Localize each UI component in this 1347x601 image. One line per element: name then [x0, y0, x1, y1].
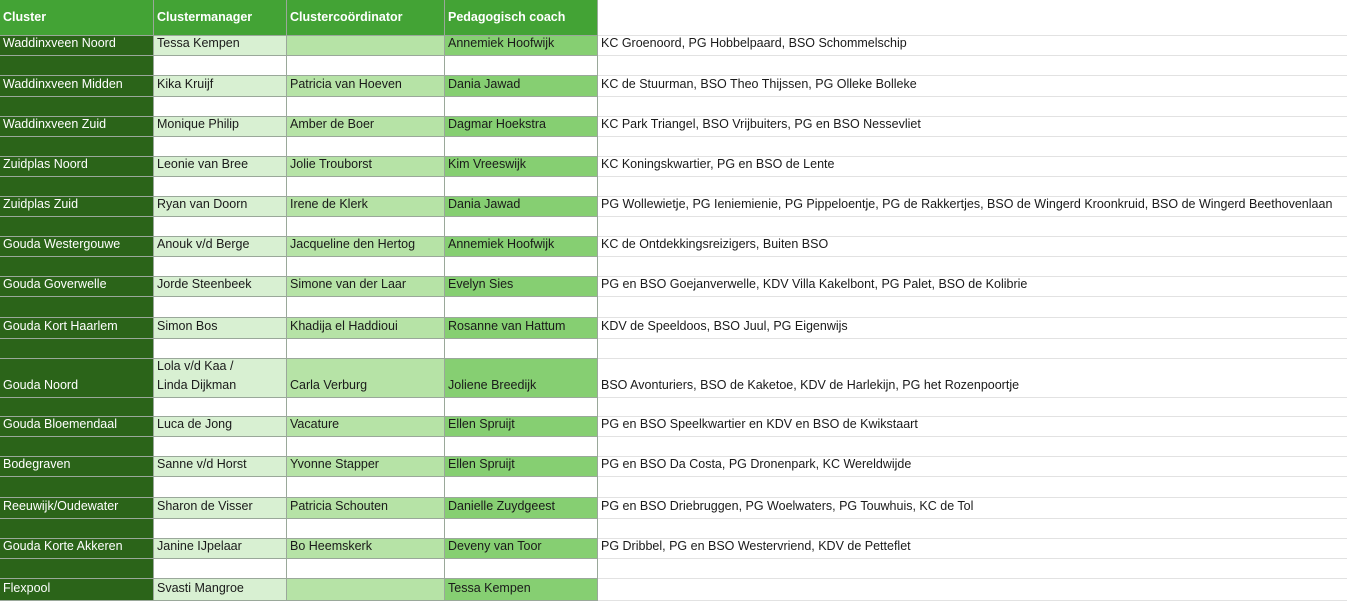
cell-cluster[interactable] — [0, 539, 154, 559]
cell-cluster[interactable] — [0, 457, 154, 477]
header-row — [0, 0, 1347, 36]
cell-pedagogisch-coach[interactable] — [445, 197, 598, 217]
table-row — [0, 36, 1347, 56]
cell-locations[interactable] — [598, 237, 1347, 257]
empty-cell[interactable] — [445, 297, 598, 318]
empty-cell[interactable] — [598, 519, 1347, 539]
cell-cluster[interactable] — [0, 117, 154, 137]
cell-cluster-text: Gouda Kort Haarlem — [3, 319, 118, 333]
empty-cell[interactable] — [0, 177, 154, 197]
cell-locations-text: PG en BSO Goejanverwelle, KDV Villa Kakelbont, PG Palet, BSO de Kolibrie — [601, 277, 1028, 291]
empty-cell[interactable] — [287, 97, 445, 117]
empty-cell[interactable] — [445, 257, 598, 277]
empty-cell[interactable] — [287, 519, 445, 539]
cell-cluster-text: Zuidplas Zuid — [3, 197, 79, 211]
cell-cluster[interactable] — [0, 498, 154, 519]
cell-clustermanager[interactable] — [154, 457, 287, 477]
table-row — [0, 237, 1347, 257]
spacer-row — [0, 56, 1347, 76]
cell-pedagogisch-coach[interactable] — [445, 36, 598, 56]
cell-locations-text: KDV de Speeldoos, BSO Juul, PG Eigenwijs — [601, 319, 848, 333]
empty-cell[interactable] — [287, 437, 445, 457]
cell-pedagogisch-coach-text: Joliene Breedijk — [448, 378, 537, 392]
spacer-row — [0, 477, 1347, 498]
spacer-row — [0, 559, 1347, 579]
cell-pedagogisch-coach[interactable] — [445, 359, 598, 398]
table-row — [0, 498, 1347, 519]
cell-clustercoordinator[interactable] — [287, 277, 445, 297]
empty-cell[interactable] — [287, 339, 445, 359]
empty-cell[interactable] — [0, 477, 154, 498]
cell-clustermanager-text: Jorde Steenbeek — [157, 277, 252, 291]
cell-cluster[interactable] — [0, 76, 154, 97]
spacer-row — [0, 177, 1347, 197]
cell-cluster[interactable] — [0, 359, 154, 398]
cell-locations-text: KC de Ontdekkingsreizigers, Buiten BSO — [601, 237, 829, 251]
cell-clustermanager[interactable] — [154, 157, 287, 177]
empty-cell[interactable] — [598, 56, 1347, 76]
cell-clustermanager-text: Sanne v/d Horst — [157, 457, 247, 471]
table-row — [0, 359, 1347, 398]
cell-cluster-text: Waddinxveen Zuid — [3, 117, 107, 131]
empty-cell[interactable] — [445, 97, 598, 117]
empty-cell[interactable] — [445, 519, 598, 539]
cell-clustercoordinator[interactable] — [287, 76, 445, 97]
cell-locations-text: KC Park Triangel, BSO Vrijbuiters, PG en BSO Nessevliet — [601, 117, 921, 131]
cell-clustercoordinator-text: Yvonne Stapper — [290, 457, 379, 471]
empty-cell[interactable] — [154, 559, 287, 579]
empty-cell[interactable] — [0, 97, 154, 117]
table-row — [0, 417, 1347, 437]
header-locations[interactable] — [598, 0, 1347, 36]
cell-pedagogisch-coach[interactable] — [445, 76, 598, 97]
cell-clustercoordinator[interactable] — [287, 318, 445, 339]
cell-cluster[interactable] — [0, 157, 154, 177]
empty-cell[interactable] — [154, 297, 287, 318]
empty-cell[interactable] — [0, 437, 154, 457]
empty-cell[interactable] — [598, 339, 1347, 359]
cell-locations[interactable] — [598, 417, 1347, 437]
spacer-row — [0, 297, 1347, 318]
cell-clustermanager[interactable] — [154, 277, 287, 297]
cell-clustercoordinator[interactable] — [287, 457, 445, 477]
cell-pedagogisch-coach-text: Ellen Spruijt — [448, 417, 515, 431]
cell-pedagogisch-coach[interactable] — [445, 318, 598, 339]
cell-clustercoordinator[interactable] — [287, 197, 445, 217]
header-clustercoordinator[interactable]: Clustercoördinator — [287, 0, 445, 36]
cell-locations[interactable] — [598, 498, 1347, 519]
cell-locations-text: KC de Stuurman, BSO Theo Thijssen, PG Olleke Bolleke — [601, 77, 917, 91]
empty-cell[interactable] — [154, 97, 287, 117]
empty-cell[interactable] — [598, 177, 1347, 197]
empty-cell[interactable] — [154, 137, 287, 157]
empty-cell[interactable] — [154, 519, 287, 539]
cell-pedagogisch-coach[interactable] — [445, 579, 598, 601]
empty-cell[interactable] — [287, 257, 445, 277]
empty-cell[interactable] — [445, 177, 598, 197]
cell-cluster-text: Gouda Bloemendaal — [3, 417, 117, 431]
cell-pedagogisch-coach-text: Annemiek Hoofwijk — [448, 237, 555, 251]
cell-clustercoordinator-text: Simone van der Laar — [290, 277, 407, 291]
empty-cell[interactable] — [154, 477, 287, 498]
cell-pedagogisch-coach-text: Dania Jawad — [448, 197, 521, 211]
cell-pedagogisch-coach-text: Danielle Zuydgeest — [448, 499, 556, 513]
empty-cell[interactable] — [598, 477, 1347, 498]
empty-cell[interactable] — [445, 217, 598, 237]
cell-cluster[interactable] — [0, 318, 154, 339]
empty-cell[interactable] — [598, 297, 1347, 318]
empty-cell[interactable] — [154, 339, 287, 359]
cell-clustercoordinator[interactable] — [287, 539, 445, 559]
empty-cell[interactable] — [0, 559, 154, 579]
table-row — [0, 318, 1347, 339]
cell-locations[interactable] — [598, 579, 1347, 601]
table-row — [0, 539, 1347, 559]
spacer-row — [0, 97, 1347, 117]
cell-clustercoordinator-text: Irene de Klerk — [290, 197, 368, 211]
empty-cell[interactable] — [154, 257, 287, 277]
spacer-row — [0, 217, 1347, 237]
empty-cell[interactable] — [287, 137, 445, 157]
cell-clustercoordinator-text: Jacqueline den Hertog — [290, 237, 416, 251]
empty-cell[interactable] — [0, 137, 154, 157]
cell-clustercoordinator-text: Patricia Schouten — [290, 499, 388, 513]
table-row — [0, 579, 1347, 601]
cell-locations-text: PG Wollewietje, PG Ieniemienie, PG Pippeloentje, PG de Rakkertjes, BSO de Wingerd Kroonkruid, BSO de Wingerd Beethovenlaan — [601, 197, 1333, 211]
cell-clustercoordinator-text: Bo Heemskerk — [290, 539, 372, 553]
cell-clustermanager[interactable] — [154, 117, 287, 137]
cell-cluster[interactable] — [0, 417, 154, 437]
empty-cell[interactable] — [0, 339, 154, 359]
cell-pedagogisch-coach-text: Rosanne van Hattum — [448, 319, 566, 333]
cell-cluster[interactable] — [0, 36, 154, 56]
cell-pedagogisch-coach-text: Dagmar Hoekstra — [448, 117, 546, 131]
cell-cluster-text: Gouda Westergouwe — [3, 237, 121, 251]
empty-cell[interactable] — [445, 56, 598, 76]
cell-pedagogisch-coach[interactable] — [445, 157, 598, 177]
cell-clustermanager[interactable] — [154, 417, 287, 437]
cell-clustermanager[interactable] — [154, 539, 287, 559]
empty-cell[interactable] — [445, 477, 598, 498]
empty-cell[interactable] — [0, 217, 154, 237]
cell-clustermanager-text: Monique Philip — [157, 117, 239, 131]
cell-clustermanager-text: Luca de Jong — [157, 417, 233, 431]
cell-locations-text: KC Koningskwartier, PG en BSO de Lente — [601, 157, 835, 171]
cell-pedagogisch-coach[interactable] — [445, 417, 598, 437]
empty-cell[interactable] — [287, 477, 445, 498]
cell-clustermanager[interactable] — [154, 197, 287, 217]
cell-clustermanager-text: Linda Dijkman — [157, 378, 237, 392]
table-row — [0, 157, 1347, 177]
cell-cluster[interactable] — [0, 197, 154, 217]
empty-cell[interactable] — [0, 56, 154, 76]
cell-pedagogisch-coach-text: Deveny van Toor — [448, 539, 542, 553]
table-row — [0, 76, 1347, 97]
cell-locations[interactable] — [598, 277, 1347, 297]
cell-clustercoordinator[interactable] — [287, 117, 445, 137]
cell-cluster[interactable] — [0, 277, 154, 297]
cell-clustermanager[interactable] — [154, 237, 287, 257]
cell-cluster-text: Gouda Goverwelle — [3, 277, 107, 291]
cell-clustercoordinator-text: Patricia van Hoeven — [290, 77, 402, 91]
cell-clustercoordinator-text: Carla Verburg — [290, 378, 368, 392]
cell-pedagogisch-coach-text: Tessa Kempen — [448, 581, 531, 595]
header-clustermanager[interactable]: Clustermanager — [154, 0, 287, 36]
cell-pedagogisch-coach-text: Dania Jawad — [448, 77, 521, 91]
cell-clustercoordinator[interactable] — [287, 579, 445, 601]
empty-cell[interactable] — [445, 137, 598, 157]
empty-cell[interactable] — [598, 97, 1347, 117]
cell-locations[interactable] — [598, 539, 1347, 559]
cell-locations[interactable] — [598, 117, 1347, 137]
cell-clustercoordinator[interactable] — [287, 157, 445, 177]
cell-clustercoordinator-text: Khadija el Haddioui — [290, 319, 398, 333]
empty-cell[interactable] — [598, 437, 1347, 457]
cell-clustermanager-text: Tessa Kempen — [157, 36, 240, 50]
cell-locations-text: PG Dribbel, PG en BSO Westervriend, KDV de Petteflet — [601, 539, 911, 553]
empty-cell[interactable] — [445, 559, 598, 579]
table-row — [0, 277, 1347, 297]
table-row — [0, 117, 1347, 137]
empty-cell[interactable] — [287, 297, 445, 318]
cell-locations[interactable] — [598, 76, 1347, 97]
empty-cell[interactable] — [598, 559, 1347, 579]
cell-clustermanager[interactable] — [154, 579, 287, 601]
spacer-row — [0, 519, 1347, 539]
cell-clustermanager[interactable] — [154, 318, 287, 339]
cell-clustermanager-text: Sharon de Visser — [157, 499, 253, 513]
cell-clustermanager[interactable] — [154, 359, 287, 398]
empty-cell[interactable] — [598, 217, 1347, 237]
cell-clustermanager-text: Simon Bos — [157, 319, 218, 333]
cell-pedagogisch-coach[interactable] — [445, 457, 598, 477]
cell-locations[interactable] — [598, 197, 1347, 217]
cell-clustercoordinator-text: Jolie Trouborst — [290, 157, 372, 171]
empty-cell[interactable] — [287, 177, 445, 197]
cell-cluster-text: Bodegraven — [3, 457, 71, 471]
cell-pedagogisch-coach[interactable] — [445, 237, 598, 257]
spacer-row — [0, 339, 1347, 359]
cell-pedagogisch-coach-text: Evelyn Sies — [448, 277, 514, 291]
spacer-row — [0, 437, 1347, 457]
cell-cluster-text: Waddinxveen Midden — [3, 77, 123, 91]
cell-locations[interactable] — [598, 157, 1347, 177]
cell-clustermanager-text: Kika Kruijf — [157, 77, 214, 91]
cell-pedagogisch-coach[interactable] — [445, 539, 598, 559]
cell-locations[interactable] — [598, 318, 1347, 339]
header-pedagogisch-coach[interactable]: Pedagogisch coach — [445, 0, 598, 36]
cell-pedagogisch-coach[interactable] — [445, 498, 598, 519]
empty-cell[interactable] — [445, 437, 598, 457]
empty-cell[interactable] — [445, 339, 598, 359]
cell-clustercoordinator[interactable] — [287, 498, 445, 519]
header-cluster[interactable]: Cluster — [0, 0, 154, 36]
empty-cell[interactable] — [287, 559, 445, 579]
table-row — [0, 197, 1347, 217]
cell-locations-text: PG en BSO Da Costa, PG Dronenpark, KC Wereldwijde — [601, 457, 912, 471]
empty-cell[interactable] — [287, 56, 445, 76]
cell-clustermanager[interactable] — [154, 498, 287, 519]
cell-clustercoordinator-text: Vacature — [290, 417, 340, 431]
empty-cell[interactable] — [0, 519, 154, 539]
cell-locations[interactable] — [598, 457, 1347, 477]
cell-cluster-text: Gouda Korte Akkeren — [3, 539, 123, 553]
empty-cell[interactable] — [598, 137, 1347, 157]
cell-locations-text: BSO Avonturiers, BSO de Kaketoe, KDV de Harlekijn, PG het Rozenpoortje — [601, 378, 1020, 392]
cell-locations[interactable] — [598, 36, 1347, 56]
cell-cluster-text: Flexpool — [3, 581, 51, 595]
cell-locations-text: KC Groenoord, PG Hobbelpaard, BSO Schommelschip — [601, 36, 907, 50]
empty-cell[interactable] — [287, 217, 445, 237]
cell-pedagogisch-coach[interactable] — [445, 117, 598, 137]
cell-clustercoordinator-text: Amber de Boer — [290, 117, 375, 131]
cell-clustercoordinator[interactable] — [287, 36, 445, 56]
cell-cluster[interactable] — [0, 237, 154, 257]
cell-clustercoordinator[interactable] — [287, 417, 445, 437]
cell-clustermanager-text: Leonie van Bree — [157, 157, 249, 171]
empty-cell[interactable] — [0, 297, 154, 318]
cell-clustermanager-text: Lola v/d Kaa / — [157, 359, 234, 373]
cell-cluster[interactable] — [0, 579, 154, 601]
cell-locations[interactable] — [598, 359, 1347, 398]
cell-clustermanager-text: Svasti Mangroe — [157, 581, 244, 595]
cell-pedagogisch-coach-text: Kim Vreeswijk — [448, 157, 527, 171]
cell-pedagogisch-coach-text: Annemiek Hoofwijk — [448, 36, 555, 50]
cell-pedagogisch-coach[interactable] — [445, 277, 598, 297]
empty-cell[interactable] — [0, 257, 154, 277]
cell-clustermanager-text: Janine IJpelaar — [157, 539, 242, 553]
empty-cell[interactable] — [154, 177, 287, 197]
cell-cluster-text: Reeuwijk/Oudewater — [3, 499, 119, 513]
empty-cell[interactable] — [154, 437, 287, 457]
empty-cell[interactable] — [598, 257, 1347, 277]
cell-cluster-text: Gouda Noord — [3, 378, 79, 392]
cell-clustermanager[interactable] — [154, 76, 287, 97]
cell-clustercoordinator[interactable] — [287, 359, 445, 398]
cell-clustercoordinator[interactable] — [287, 237, 445, 257]
empty-cell[interactable] — [154, 56, 287, 76]
cell-locations-text: PG en BSO Speelkwartier en KDV en BSO de Kwikstaart — [601, 417, 918, 431]
cell-cluster-text: Zuidplas Noord — [3, 157, 88, 171]
cell-clustermanager[interactable] — [154, 36, 287, 56]
table-row — [0, 457, 1347, 477]
empty-cell[interactable] — [154, 217, 287, 237]
cell-clustermanager-text: Ryan van Doorn — [157, 197, 248, 211]
cell-clustermanager-text: Anouk v/d Berge — [157, 237, 250, 251]
spacer-row — [0, 137, 1347, 157]
spacer-row — [0, 257, 1347, 277]
cell-pedagogisch-coach-text: Ellen Spruijt — [448, 457, 515, 471]
cell-locations-text: PG en BSO Driebruggen, PG Woelwaters, PG Touwhuis, KC de Tol — [601, 499, 974, 513]
cell-cluster-text: Waddinxveen Noord — [3, 36, 116, 50]
